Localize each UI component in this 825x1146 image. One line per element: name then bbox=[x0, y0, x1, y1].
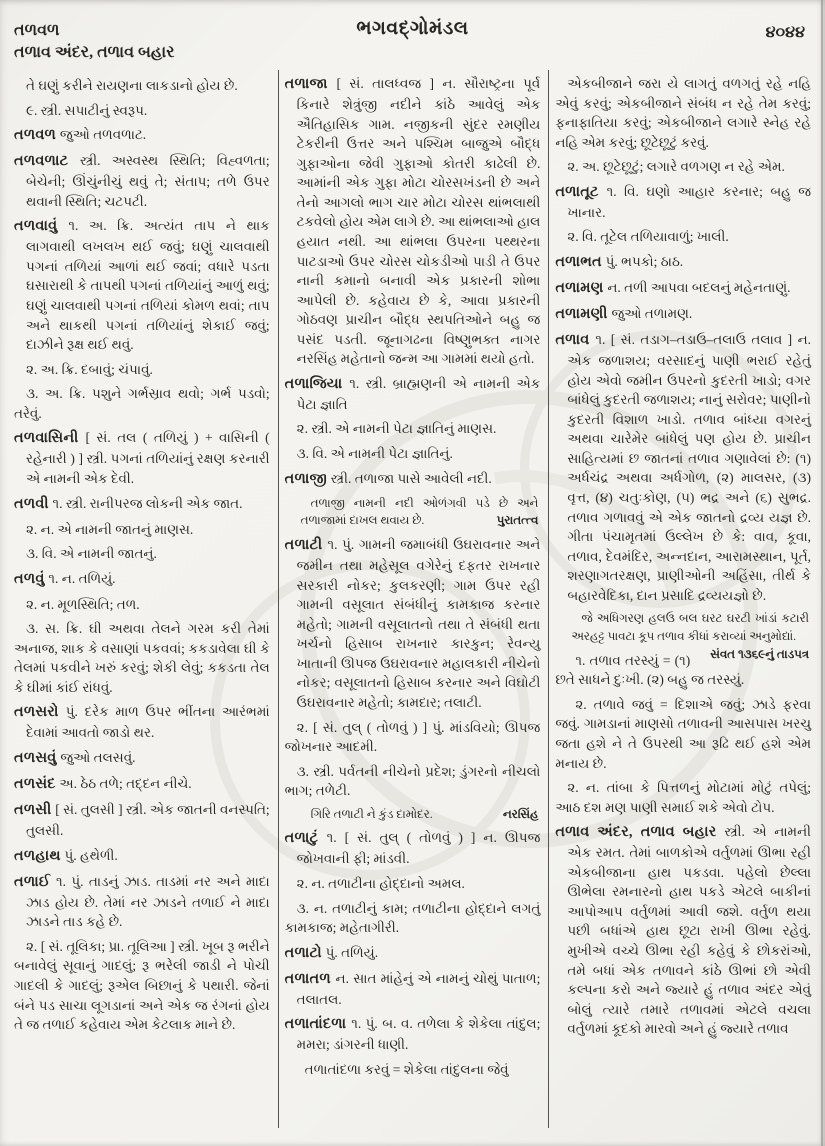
dictionary-entry: તળાતૂટ ૧. વિ. ઘણો આહાર કરનાર; બહુ જ ખાનાર. bbox=[555, 183, 812, 220]
entry-text: ૯. સ્ત્રી. સપાટીનું સ્વરૂપ. bbox=[26, 102, 148, 118]
dictionary-entry: તળામણી જુઓ તળામણ. bbox=[555, 305, 693, 322]
entry-text: ૨. વિ. તૂટેલ તળિયાવાળું; ખાલી. bbox=[567, 229, 729, 245]
entry-headword: તળવું bbox=[14, 570, 49, 587]
dictionary-entry: તળવાસિની [ સં. તલ ( તળિયું ) + વાસિની ( રહેનારી ) ] સ્ત્રી. પગનાં તળિયાંનું રક્ષણ કરનારી એ નામની એક દેવી. bbox=[14, 430, 270, 486]
dictionary-entry: તળાઈ ૧. પું. તાડનું ઝાડ. તાડમાં નર અને માદા ઝાડ હોય છે. તેમાં નર ઝાડને તળાઈ ને માદા ઝાડને તાડ કહે છે. bbox=[14, 873, 270, 930]
entry-headword: તળાજા bbox=[284, 76, 337, 92]
dictionary-entry: તળસંદ અ. ઠેઠ તળે; તદ્દન નીચે. bbox=[14, 776, 192, 793]
dictionary-entry: તળામણ ન. તળી આપવા બદલનું મહેનતાણું. bbox=[555, 279, 791, 296]
entry-text: ૨. ન. તાંબા કે પિત્તળનું મોટામાં મોટું તપેલું; આઠ દશ મણ પાણી સમાઈ શકે એવો ટોપ. bbox=[555, 780, 812, 815]
entry-headword: તળાટું bbox=[284, 830, 327, 847]
dictionary-entry: તળાટી ૧. પું. ગામની જમાબંધી ઉઘરાવનાર અને જમીન તથા મહેસૂલ વગેરેનું દફતર રાખનાર સરકારી નોકર; કુલકરણી; ગામ ઉપર રહી ગામની વસૂલાત સંબંધીનું કામકાજ કરનાર મહેતો; ગામની વસૂલાતનો તથા તે સંબંધી થતા ખર્ચનો હિસાબ રાખનાર કારકુન; રેવન્યુ ખાતાની ઊપજ ઉઘરાવનાર મહાલકારી નીચેનો નોકર; વસૂલાતનો હિસાબ કરનાર અને વિઘોટી ઉઘરાવનાર મહેતો; કામદાર; તલાટી. bbox=[284, 536, 541, 710]
entry-text: જે અધિગરણ હલઉ બલ ઘરટ ઘરટી ખાંડાં કટારી અરહટ્ટ પાવટા કૂપ તળાવ કીધાં કરાવ્યાં અનુમોદ્યાં. સંવત ૧૩૬૯નું તાડપત્ર bbox=[571, 610, 809, 645]
entry-headword: તળસરો bbox=[14, 704, 66, 721]
entry-headword: તળાટો bbox=[284, 944, 326, 961]
dictionary-entry: તળસવું જુઓ તલસવું. bbox=[14, 750, 136, 767]
entry-text: તળાજી નામની નદી ઓળંગવી પડે છે અને તળાજામાં દાખલ થવાય છે. પુરાતત્ત્વ bbox=[301, 495, 539, 530]
entry-headword: તળસંદ bbox=[14, 776, 60, 793]
entry-headword: તળવી bbox=[14, 495, 53, 512]
entry-headword: તળાવ અંદર, તળાવ બહાર bbox=[555, 824, 725, 841]
entry-text: ૩. વિ. એ નામની પેટા જ્ઞાતિનું. bbox=[296, 446, 453, 462]
dictionary-entry: તળાતાંદળા ૧. પું. બ. વ. તળેલા કે શેકેલા તાંદુલ; મમરા; ડાંગરની ધાણી. bbox=[284, 1016, 541, 1053]
dictionary-entry: તળવળ જુઓ તળવળાટ. bbox=[14, 127, 147, 144]
dictionary-entry: તળાભત પું. ભપકો; ઠાઠ. bbox=[555, 253, 684, 270]
entry-text: ૩. સ્ત્રી. પર્વતની નીચેનો પ્રદેશ; ડુંગરનો નીચલો ભાગ; તળેટી. bbox=[284, 763, 541, 799]
entry-text: ૨. તળાવે જવું = દિશાએ જવું; ઝાડે ફરવા જવું. ગામડાનાં માણસો તળાવની આસપાસ ખરચુ જતા હશે ને તે ઉપરથી આ રૂઢિ થઈ હશે એમ મનાય છે. bbox=[555, 696, 812, 771]
entry-text: ૨. ન. એ નામની જાતનું માણસ. bbox=[26, 521, 194, 537]
entry-headword: તળવળાટ bbox=[14, 153, 80, 170]
entry-headword: તળાભત bbox=[555, 253, 606, 270]
entry-headword: તળાતૂટ bbox=[555, 183, 607, 200]
entry-text: એકબીજાને જરા યે લાગતું વળગતું રહે નહિ એવું કરવું; એકબીજાને સંબંધ ન રહે તેમ કરવું; ફનાફાતિયા કરવું; એકબીજાને લગારે સ્નેહ રહે નહિ એમ કરવું; છૂટેછૂટું કરવું. bbox=[555, 76, 812, 150]
dictionary-entry: તળસરો પું. દરેક માળ ઉપર ભીંતના આરંભમાં દેવામાં આવતો જાડો થર. bbox=[14, 704, 270, 741]
entry-headword: તળામણ bbox=[555, 279, 608, 296]
entry-text: ૧. તળાવ તરસ્યું = (૧) છતે સાધને દુઃખી. (૨) બહુ જ તરસ્યું. bbox=[555, 652, 745, 688]
column-3 bbox=[548, 70, 819, 1128]
book-title: ભગવદ્ગોમંડલ bbox=[356, 18, 469, 39]
dictionary-entry: તળવું ૧. ન. તળિયું. bbox=[14, 570, 116, 587]
entry-headword: તળાટી bbox=[284, 536, 328, 553]
dictionary-entry: તળવી ૧. સ્ત્રી. રાનીપરજ લોકની એક જાત. bbox=[14, 495, 243, 512]
dictionary-entry: તળવાવું ૧. અ. ક્રિ. અત્યંત તાપ ને થાક લાગવાથી લખલખ થઈ જવું; ઘણું ચાલવાથી પગનાં તળિયાં આળાં થઈ જવાં; વધારે પડતા ઘસારાથી કે તાપથી પગનાં તળિયાંનું આળું થવું; ઘણું ચાલવાથી પગનાં તળિયાં કોમળ થવાં; તાપ અને થાકથી પગનાં તળિયાંનું શેકાઈ જવું; દાઝીને રૂક્ષ થઈ થવું. bbox=[14, 218, 270, 353]
guide-entry-word: તળાવ અંદર, તળાવ બહાર bbox=[14, 44, 175, 61]
dictionary-entry: તળસી [ સં. તુલસી ] સ્ત્રી. એક જાતની વનસ્પતિ; તુલસી. bbox=[14, 802, 270, 839]
text-columns bbox=[8, 70, 819, 1128]
quote-attribution: સંવત ૧૩૬૯નું તાડપત્ર bbox=[710, 646, 810, 661]
entry-text: ૩. ન. તળાટીનું કામ; તળાટીના હોદ્દાને લગતું કામકાજ; મહેતાગીરી. bbox=[284, 900, 541, 936]
entry-text: ગિરિ તળાટી ને કુંડ દામોદર. નરસિંહ bbox=[301, 806, 539, 824]
quote-attribution: પુરાતત્ત્વ bbox=[496, 513, 539, 528]
entry-headword: તળવળ bbox=[14, 127, 60, 144]
dictionary-entry: તળાતળ ન. સાત માંહેનું એ નામનું ચોથું પાતાળ; તલાતલ. bbox=[284, 970, 541, 1007]
entry-headword: તળાજિયા bbox=[284, 375, 350, 392]
dictionary-entry: તળાજી સ્ત્રી. તળાજા પાસે આવેલી નદી. bbox=[284, 470, 492, 487]
entry-text: ૩. વિ. એ નામની જાતનું. bbox=[26, 546, 157, 562]
scan-edge-line bbox=[821, 0, 823, 1146]
entry-text: ૨. ન. તળાટીના હોદ્દાનો અમલ. bbox=[296, 876, 465, 892]
page-number: ૪૦૪૪ bbox=[765, 24, 805, 41]
column-2 bbox=[278, 70, 549, 1128]
entry-text: ૨. [ સં. તૂલિકા; પ્રા. તૂલિઆ ] સ્ત્રી. ખૂબ રૂ ભરીને બનાવેલું સૂવાનું ગાદલું; રૂ ભરેલી જાડી ને પોચી ગાદલી કે ગાદલું; રૂએલ બિછાનું કે પથારી. જેનાં બંને પડ સાચા લૂગડાનાં અને એક જ રંગનાં હોય તે જ તળાઈ કહેવાય એમ કેટલાક માને છે. bbox=[14, 938, 270, 1033]
entry-headword: તળાવ bbox=[555, 332, 596, 348]
entry-headword: તળવાસિની bbox=[14, 430, 86, 447]
dictionary-entry: તળાવ અંદર, તળાવ બહાર સ્ત્રી. એ નામની એક રમત. તેમાં બાળકોએ વર્તુળમાં ઊભા રહી એકબીજાના હાથ પકડવા. પહેલો છેલ્લા ઊભેલા રમનારનો હાથ પકડે એટલે બાકીનાં આપોઆપ વર્તુળમાં આવી જશે. વર્તુળ થયા પછી બધાંએ હાથ છૂટા રાખી ઊભા રહેવું. મુખીએ વચ્ચે ઊભા રહી કહેવું કે છોકરાંઓ, તમે બધાં એક તળાવને કાંઠે ઊભાં છો એવી કલ્પના કરો અને જ્યારે હું તળાવ અંદર એવું બોલું ત્યારે તમારે તળાવમાં એટલે વચલા વર્તુળમાં કૂદકો મારવો અને હું જ્યારે તળાવ bbox=[555, 824, 812, 1037]
column-1 bbox=[8, 70, 278, 1128]
entry-headword: તળસવું bbox=[14, 750, 61, 767]
entry-text: ૨. ન. મૂળસ્થિતિ; તળ. bbox=[26, 596, 140, 612]
entry-text: તળાતાંદળા કરવું = શેકેલા તાંદુલના જેવું bbox=[304, 1061, 509, 1077]
dictionary-entry: તળાજા [ સં. તાલધ્વજ ] ન. સૌરાષ્ટ્રના પૂર્વ કિનારે શેત્રુંજી નદીને કાંઠે આવેલું એક ઐતિહાસિક ગામ. નજીકની સુંદર રમણીય ટેકરીની ઉત્તર અને પશ્ચિમ બાજુએ બૌદ્ધ ગુફાઓના જેવી ગુફાઓ કોતરી કાઢેલી છે. આમાંની એક ગુફા મોટા ચોરસખંડની છે અને તેનો આગલો ભાગ ચાર મોટા ચોરસ થાંભલાથી ટકવેલો હોય એમ લાગે છે. આ થાંભલાઓ હાલ હયાત નથી. આ થાંભલા ઉપરના પથ્થરના પાટડાઓ ઉપર ચોરસ ચોકડીઓ પાડી તે ઉપર નાની કમાનો બનાવી એક પ્રકારની શોભા આપેલી છે. કહેવાય છે કે, આવા પ્રકારની ગોઠવણ પ્રાચીન બૌદ્ધ સ્થપતિઓને બહુ જ પસંદ પડતી. જૂનાગઢના વિષ્ણુભક્ત નાગર નરસિંહ મહેતાનો જન્મ આ ગામમાં થયો હતો. bbox=[284, 76, 541, 367]
entry-headword: તળામણી bbox=[555, 305, 612, 322]
entry-headword: તળહાથ bbox=[14, 847, 65, 864]
entry-text: ૨. અ. છૂટેછૂટું; લગારે વળગણ ન રહે એમ. bbox=[567, 159, 785, 175]
entry-text: તે ઘણું કરીને રાયણના લાકડાનો હોય છે. bbox=[26, 78, 238, 93]
entry-headword: તળાજી bbox=[284, 470, 331, 487]
entry-headword: તળસી bbox=[14, 802, 56, 819]
running-head-word: તળવળ bbox=[14, 22, 60, 39]
entry-text: ૩. સ. ક્રિ. ઘી અથવા તેલને ગરમ કરી તેમાં અનાજ, શાક કે વસાણાં પકવવાં; કકડાવેલા ઘી કે તેલમાં પકવીને ખરું કરવું; શેકી લેવું; કકડતા તેલ કે ઘીમાં કાંઈ રાંધવું. bbox=[14, 621, 270, 695]
entry-text: ૨. અ. ક્રિ. દબાવું; ચંપાવું. bbox=[26, 361, 153, 377]
entry-headword: તળવાવું bbox=[14, 218, 69, 235]
entry-headword: તળાઈ bbox=[14, 873, 57, 890]
dictionary-entry: તળાટો પું. તળિયું. bbox=[284, 944, 379, 961]
entry-headword: તળાતળ bbox=[284, 970, 336, 987]
entry-headword: તળાતાંદળા bbox=[284, 1016, 352, 1033]
entry-text: ૩. અ. ક્રિ. પશુને ગર્ભસ્રાવ થવો; ગર્ભ પડવો; તરેવું. bbox=[14, 386, 270, 421]
quote-attribution: નરસિંહ bbox=[502, 806, 539, 821]
entry-text: ૨. [ સં. તુલ્ ( તોળવું ) ] પું. માંડવિયો; ઊપજ જોખનાર આદમી. bbox=[284, 719, 541, 755]
dictionary-entry: તળાટું ૧. [ સં. તુલ્ ( તોળવું ) ] ન. ઊપજ જોખવાની ફી; માંડવી. bbox=[284, 830, 541, 867]
dictionary-entry: તળવળાટ સ્ત્રી. અસ્વસ્થ સ્થિતિ; વિહ્વળતા; બેચેની; ઊંચુંનીચું થવું તે; સંતાપ; તળે ઉપર થવાની સ્થિતિ; ચટપટી. bbox=[14, 153, 270, 209]
dictionary-entry: તળહાથ પું. હથેળી. bbox=[14, 847, 118, 864]
dictionary-entry: તળાજિયા ૧. સ્ત્રી. બ્રાહ્મણની એ નામની એક પેટા જ્ઞાતિ bbox=[284, 375, 541, 412]
entry-text: ૨. સ્ત્રી. એ નામની પેટા જ્ઞાતિનું માણસ. bbox=[296, 421, 497, 437]
dictionary-entry: તળાવ ૧. [ સં. તડાગ–તડાઉ–તલાઉ તલાવ ] ન. એક જળાશય; વરસાદનું પાણી ભરાઈ રહેતું હોય એવો જમીન ઉપરનો કુદરતી ખાડો; વગર બાંધેલું કુદરતી જળાશય; નાનું સરોવર; પાણીનો કુદરતી વિશાળ ખાડો. તળાવ બાંધ્યા વગરનું અથવા ચારેમેર બાંધેલું પણ હોય છે. પ્રાચીન સાહિત્યમાં છ જાતનાં તળાવ ગણાવેલાં છે: (૧) અર્ધચંદ્ર અથવા અર્ધગોળ, (૨) માલસર, (૩) વૃત્ત, (૪) ચતુઃકોણ, (૫) ભદ્ર અને (૬) સુભદ્ર. તળાવ ગળાવવું એ એક જાતનો દ્રવ્ય યજ્ઞ છે. ગીતા પંચામૃતમાં ઉલ્લેખ છે કે: વાવ, કૂવા, તળાવ, દેવમંદિર, અન્નદાન, આરામસ્થાન, પૂર્ત, શરણાગતરક્ષણ, પ્રાણીઓની અહિંસા, તીર્થ કે બહારવેદિકા, દાન પ્રસાદિ દ્રવ્યયજ્ઞો છે. bbox=[555, 332, 812, 603]
